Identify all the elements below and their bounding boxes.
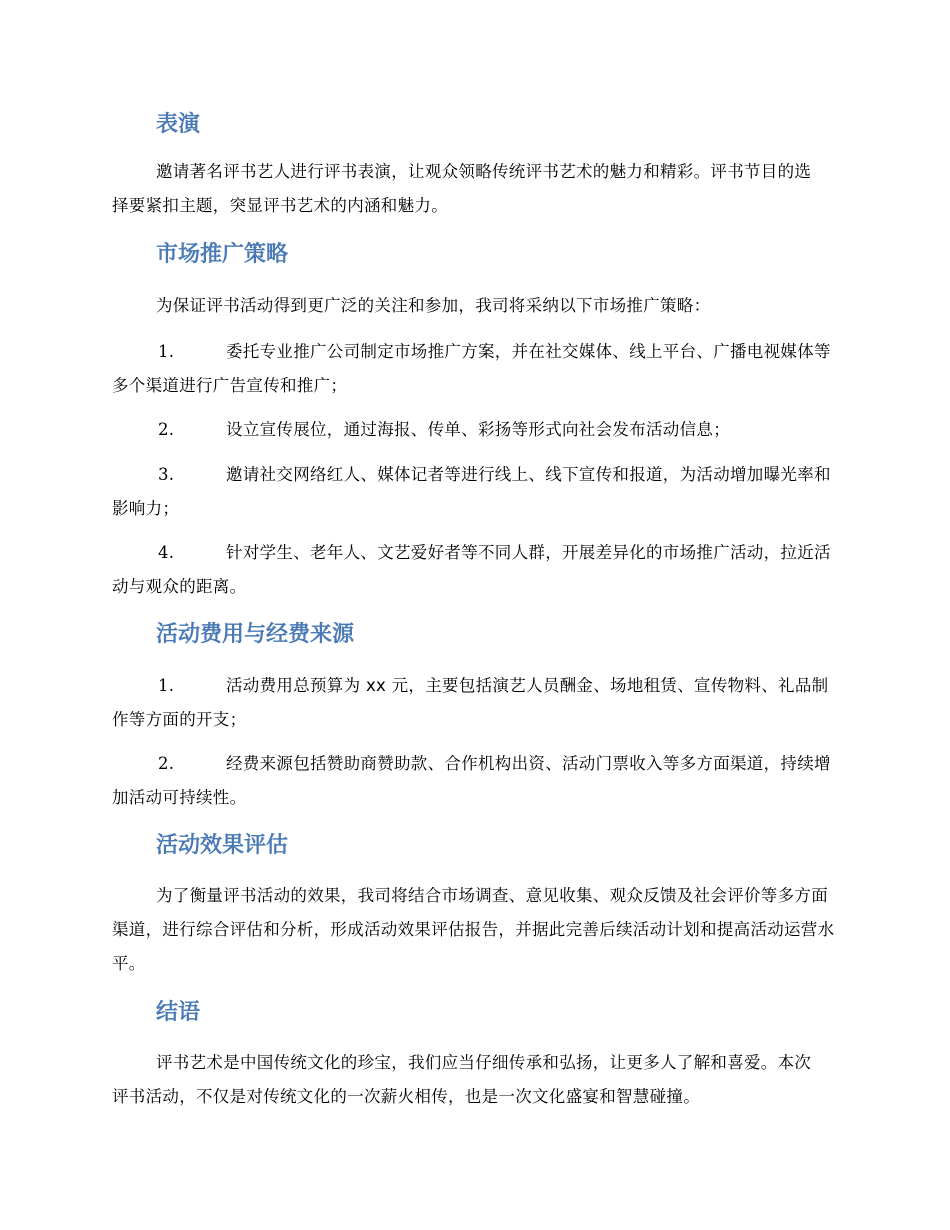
list-number: 3. <box>158 465 175 484</box>
list-text: 委托专业推广公司制定市场推广方案，并在社交媒体、线上平台、广播电视媒体等多个渠道进行广告宣传和推广； <box>112 342 831 395</box>
list-text: 设立宣传展位，通过海报、传单、彩扬等形式向社会发布活动信息； <box>226 420 730 439</box>
list-number: 4. <box>158 543 175 562</box>
list-item-marketing-2 <box>112 413 840 447</box>
list-number: 2. <box>158 420 175 439</box>
heading-conclusion: 结语 <box>156 1000 201 1025</box>
list-item-marketing-3 <box>112 458 840 526</box>
list-item-funding-2 <box>112 747 840 815</box>
list-text: 针对学生、老年人、文艺爱好者等不同人群，开展差异化的市场推广活动，拉近活动与观众的距离。 <box>112 543 831 596</box>
list-item-funding-1 <box>112 669 840 737</box>
list-text: 活动费用总预算为 xx 元，主要包括演艺人员酬金、场地租赁、宣传物料、礼品制作等方面的开支； <box>112 676 829 729</box>
list-item-marketing-1 <box>112 335 840 403</box>
list-number: 2. <box>158 754 175 773</box>
paragraph-performance: 邀请著名评书艺人进行评书表演，让观众领略传统评书艺术的魅力和精彩。评书节目的选择要紧扣主题，突显评书艺术的内涵和魅力。 <box>112 162 812 215</box>
heading-funding: 活动费用与经费来源 <box>156 622 355 647</box>
paragraph-marketing-intro: 为保证评书活动得到更广泛的关注和参加，我司将采纳以下市场推广策略： <box>156 296 711 315</box>
list-text: 邀请社交网络红人、媒体记者等进行线上、线下宣传和报道，为活动增加曝光率和影响力； <box>112 465 831 518</box>
paragraph-evaluation: 为了衡量评书活动的效果，我司将结合市场调查、意见收集、观众反馈及社会评价等多方面渠道，进行综合评估和分析，形成活动效果评估报告，并据此完善后续活动计划和提高活动运营水平。 <box>112 886 835 973</box>
heading-performance: 表演 <box>156 112 201 137</box>
heading-evaluation: 活动效果评估 <box>156 833 289 858</box>
list-text: 经费来源包括赞助商赞助款、合作机构出资、活动门票收入等多方面渠道，持续增加活动可持续性。 <box>112 754 831 807</box>
heading-marketing: 市场推广策略 <box>156 242 289 267</box>
list-number: 1. <box>158 342 175 361</box>
paragraph-conclusion: 评书艺术是中国传统文化的珍宝，我们应当仔细传承和弘扬，让更多人了解和喜爱。本次评书活动，不仅是对传统文化的一次薪火相传，也是一次文化盛宴和智慧碰撞。 <box>112 1053 812 1106</box>
list-item-marketing-4 <box>112 536 840 604</box>
list-number: 1. <box>158 676 175 695</box>
